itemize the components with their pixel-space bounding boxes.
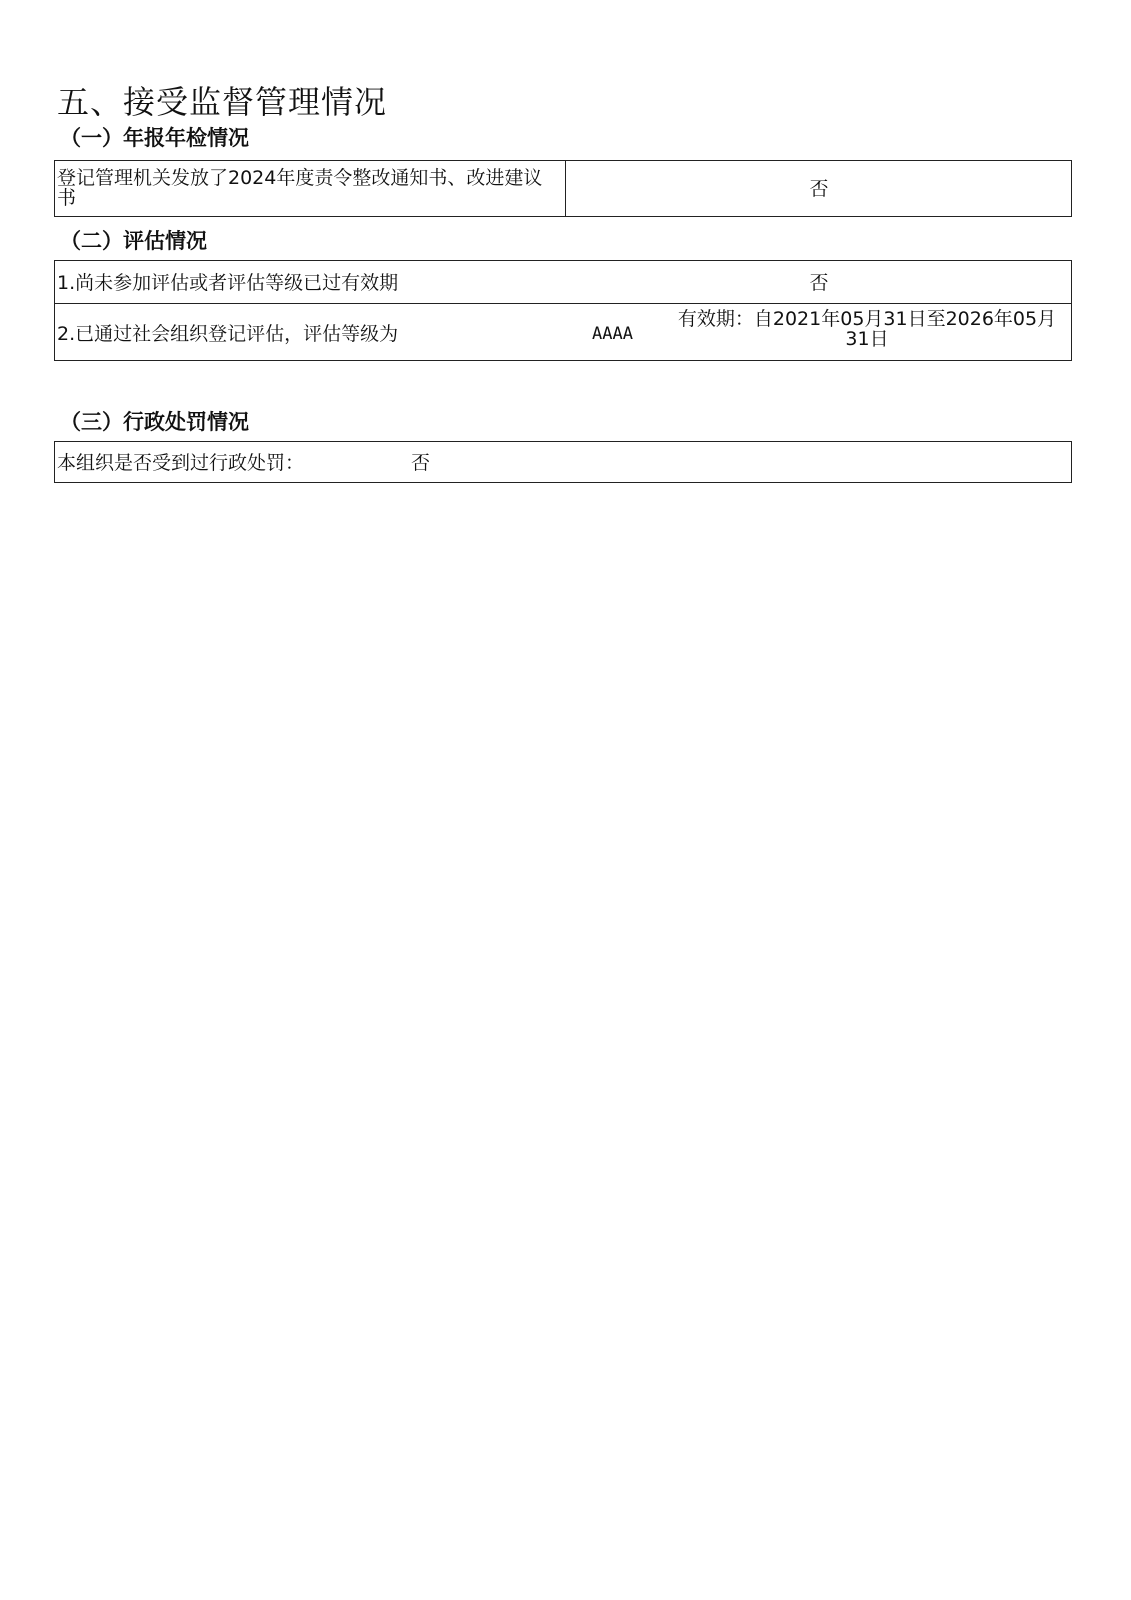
evaluation-table: [54, 260, 1072, 361]
evaluated-label: 2.已通过社会组织登记评估，评估等级为: [57, 323, 399, 345]
evaluation-grade: AAAA: [592, 324, 633, 344]
evaluation-validity: 有效期：自2021年05月31日至2026年05月31日: [677, 308, 1057, 350]
table-divider: [55, 303, 1071, 304]
section-title-annual-report: （一）年报年检情况: [60, 126, 249, 150]
rectification-notice-value: 否: [809, 178, 829, 200]
not-evaluated-label: 1.尚未参加评估或者评估等级已过有效期: [57, 272, 399, 294]
table-divider: [565, 161, 566, 216]
not-evaluated-value: 否: [809, 272, 829, 294]
rectification-notice-label: 登记管理机关发放了2024年度责令整改通知书、改进建议书: [57, 167, 543, 209]
section-title-evaluation: （二）评估情况: [60, 229, 207, 253]
penalty-label: 本组织是否受到过行政处罚：: [57, 452, 305, 474]
page-title: 五、接受监督管理情况: [57, 83, 388, 121]
penalty-value: 否: [411, 452, 431, 474]
annual-report-table: [54, 160, 1072, 217]
penalty-table: [54, 441, 1072, 483]
section-title-penalty: （三）行政处罚情况: [60, 410, 249, 434]
